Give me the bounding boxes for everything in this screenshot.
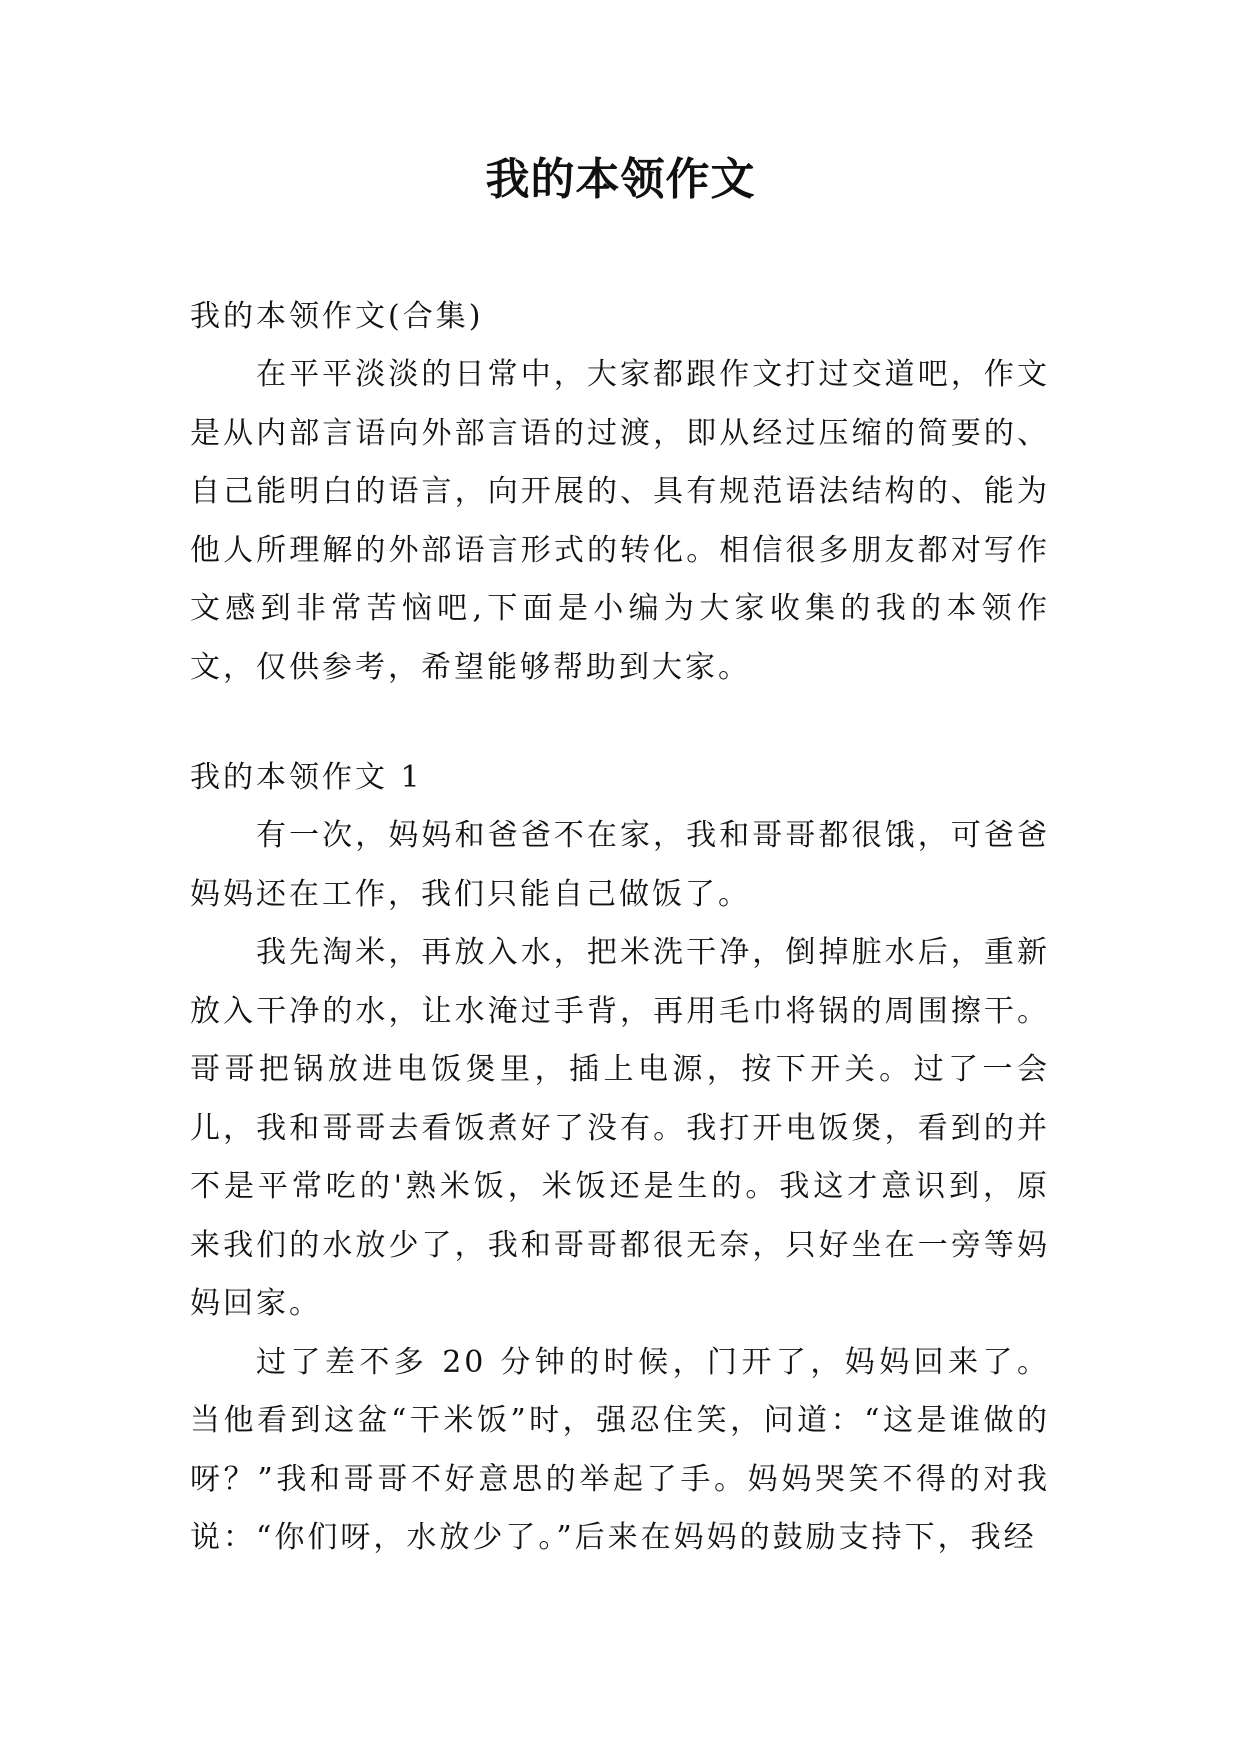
body-paragraph: 过了差不多 20 分钟的时候，门开了，妈妈回来了。当他看到这盆“干米饭”时，强忍住笑，问道：“这是谁做的呀？”我和哥哥不好意思的举起了手。妈妈哭笑不得的对我说：“你们呀，水放少了。”后来在妈妈的鼓励支持下，我经 (190, 1344, 1050, 1555)
body-paragraph: 有一次，妈妈和爸爸不在家，我和哥哥都很饿，可爸爸妈妈还在工作，我们只能自己做饭了。 (190, 818, 1050, 912)
intro-heading: 我的本领作文(合集) (190, 299, 484, 334)
section-spacer (190, 697, 1050, 749)
body-paragraph: 我先淘米，再放入水，把米洗干净，倒掉脏水后，重新放入干净的水，让水淹过手背，再用毛巾将锅的周围擦干。哥哥把锅放进电饭煲里，插上电源，按下开关。过了一会儿，我和哥哥去看饭煮好了没有。我打开电饭煲，看到的并不是平常吃的'熟米饭，米饭还是生的。我这才意识到，原来我们的水放少了，我和哥哥都很无奈，只好坐在一旁等妈妈回家。 (190, 935, 1050, 1321)
intro-paragraph: 在平平淡淡的日常中，大家都跟作文打过交道吧，作文是从内部言语向外部言语的过渡，即从经过压缩的简要的、自己能明白的语言，向开展的、具有规范语法结构的、能为他人所理解的外部语言形式的转化。相信很多朋友都对写作文感到非常苦恼吧,下面是小编为大家收集的我的本领作文，仅供参考，希望能够帮助到大家。 (190, 357, 1050, 685)
document-title: 我的本领作文 (485, 154, 756, 205)
section-heading: 我的本领作文 1 (190, 760, 423, 795)
document-body (190, 288, 1050, 1568)
